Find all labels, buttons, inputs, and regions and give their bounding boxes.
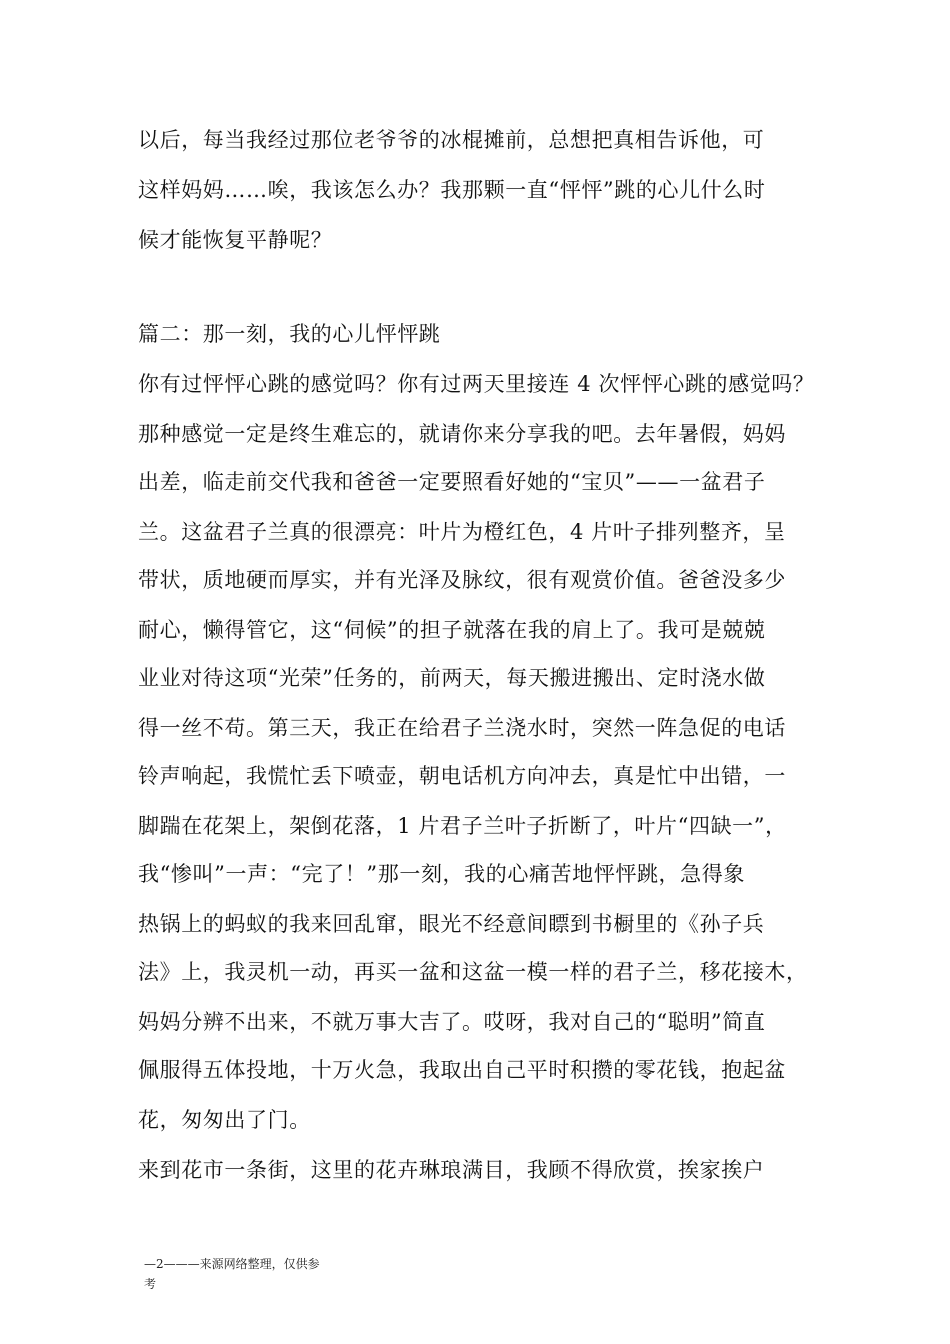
paragraph-1-line-1: 以后，每当我经过那位老爷爷的冰棍摊前，总想把真相告诉他，可 bbox=[138, 128, 765, 152]
paragraph-2-line-6: 耐心，懒得管它，这“伺候”的担子就落在我的肩上了。我可是兢兢 bbox=[138, 618, 766, 642]
paragraph-2-line-9: 铃声响起，我慌忙丢下喷壶，朝电话机方向冲去，真是忙中出错，一 bbox=[138, 764, 786, 788]
paragraph-1-line-3: 候才能恢复平静呢？ bbox=[138, 228, 333, 252]
paragraph-2-line-16: 花，匆匆出了门。 bbox=[138, 1108, 311, 1132]
footer-source-note-cont: 考 bbox=[144, 1277, 157, 1291]
paragraph-1-line-2: 这样妈妈……唉，我该怎么办？我那颗一直“怦怦”跳的心儿什么时 bbox=[138, 178, 766, 202]
paragraph-2-line-7: 业业对待这项“光荣”任务的，前两天，每天搬进搬出、定时浇水做 bbox=[138, 666, 766, 690]
paragraph-2-line-3: 出差，临走前交代我和爸爸一定要照看好她的“宝贝”——一盆君子 bbox=[138, 470, 766, 494]
paragraph-2-line-4: 兰。这盆君子兰真的很漂亮：叶片为橙红色，4 片叶子排列整齐，呈 bbox=[138, 520, 786, 544]
paragraph-2-line-5: 带状，质地硬而厚实，并有光泽及脉纹，很有观赏价值。爸爸没多少 bbox=[138, 568, 786, 592]
paragraph-2-line-14: 妈妈分辨不出来，不就万事大吉了。哎呀，我对自己的“聪明”简直 bbox=[138, 1010, 766, 1034]
paragraph-2-line-8: 得一丝不苟。第三天，我正在给君子兰浇水时，突然一阵急促的电话 bbox=[138, 716, 786, 740]
paragraph-2-line-15: 佩服得五体投地，十万火急，我取出自己平时积攒的零花钱，抱起盆 bbox=[138, 1058, 786, 1082]
paragraph-3-line-1: 来到花市一条街，这里的花卉琳琅满目，我顾不得欣赏，挨家挨户 bbox=[138, 1158, 765, 1182]
footer-source-note: —2———来源网络整理，仅供参 bbox=[144, 1257, 320, 1271]
paragraph-2-line-1: 你有过怦怦心跳的感觉吗？你有过两天里接连 4 次怦怦心跳的感觉吗？ bbox=[138, 372, 815, 396]
section-title: 篇二：那一刻，我的心儿怦怦跳 bbox=[138, 322, 441, 346]
paragraph-2-line-2: 那种感觉一定是终生难忘的，就请你来分享我的吧。去年暑假，妈妈 bbox=[138, 422, 786, 446]
paragraph-2-line-10: 脚踹在花架上，架倒花落，1 片君子兰叶子折断了，叶片“四缺一”， bbox=[138, 814, 787, 838]
paragraph-2-line-11: 我“惨叫”一声：“完了！”那一刻，我的心痛苦地怦怦跳，急得象 bbox=[138, 862, 745, 886]
paragraph-2-line-12: 热锅上的蚂蚁的我来回乱窜，眼光不经意间瞟到书橱里的《孙子兵 bbox=[138, 912, 765, 936]
paragraph-2-line-13: 法》上，我灵机一动，再买一盆和这盆一模一样的君子兰，移花接木， bbox=[138, 960, 808, 984]
